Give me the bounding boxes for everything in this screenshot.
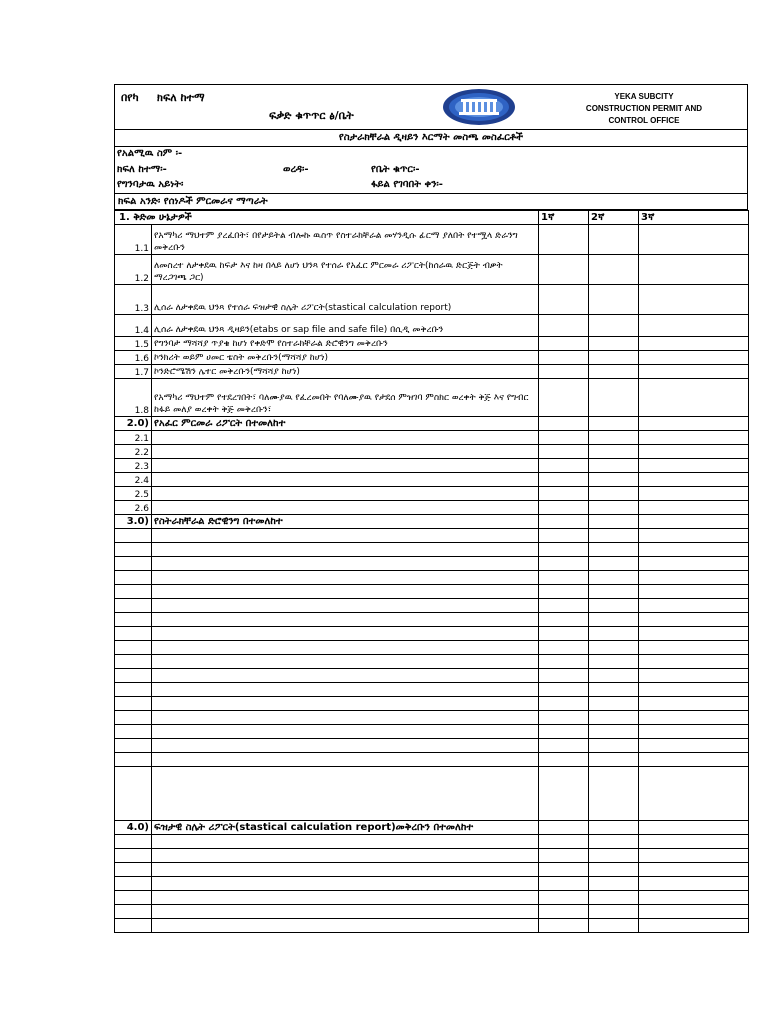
blank-cell[interactable]	[539, 683, 589, 697]
blank-row	[115, 849, 749, 863]
blank-cell[interactable]	[115, 571, 152, 585]
blank-cell[interactable]	[589, 849, 639, 863]
blank-cell[interactable]	[115, 891, 152, 905]
item-text[interactable]	[152, 753, 539, 767]
check-cell-2[interactable]	[589, 379, 639, 417]
blank-row	[115, 613, 749, 627]
column-2-header: 2ኛ	[589, 211, 639, 225]
blank-cell[interactable]	[115, 905, 152, 919]
checklist-row	[115, 315, 749, 337]
item-number: 1.7	[115, 365, 152, 379]
blank-cell[interactable]	[639, 543, 749, 557]
section-3-label: የስትራክቸራል ድሮዊንግ በተመለከተ	[152, 515, 539, 529]
blank-row	[115, 683, 749, 697]
blank-cell[interactable]	[539, 557, 589, 571]
blank-cell[interactable]	[539, 697, 589, 711]
item-text[interactable]	[152, 849, 539, 863]
blank-cell[interactable]	[639, 891, 749, 905]
item-text[interactable]	[152, 641, 539, 655]
item-text[interactable]	[152, 487, 539, 501]
blank-cell[interactable]	[539, 669, 589, 683]
item-text[interactable]	[152, 529, 539, 543]
checklist-table	[114, 210, 749, 933]
blank-cell[interactable]	[589, 739, 639, 753]
section-4-label: ፍዝታዊ ስሌት ሪፖርት(stastical calculation report)መቅረቡን በተመለከተ	[152, 821, 539, 835]
blank-cell[interactable]	[539, 877, 589, 891]
blank-cell[interactable]	[589, 877, 639, 891]
item-text[interactable]	[152, 599, 539, 613]
section-3-number: 3.0)	[115, 515, 152, 529]
blank-cell[interactable]	[539, 613, 589, 627]
blank-cell[interactable]	[639, 613, 749, 627]
blank-cell[interactable]	[115, 529, 152, 543]
header-dept: ክፍለ ከተማ	[157, 91, 205, 104]
column-3-header: 3ኛ	[639, 211, 749, 225]
item-text: ኮንድሮሜሽን ሌተር መቅረቡን(ማሻሻያ ከሆነ)	[152, 365, 539, 379]
blank-cell[interactable]	[589, 683, 639, 697]
form-sheet	[114, 84, 748, 933]
blank-cell[interactable]	[639, 849, 749, 863]
blank-cell[interactable]	[639, 877, 749, 891]
blank-cell[interactable]	[639, 627, 749, 641]
section-4-blank-rows	[115, 835, 749, 933]
column-1-header: 1ኛ	[539, 211, 589, 225]
item-number: 1.3	[115, 285, 152, 315]
check-cell-3[interactable]	[639, 337, 749, 351]
item-text[interactable]	[152, 739, 539, 753]
blank-cell[interactable]	[115, 557, 152, 571]
checklist-row	[115, 473, 749, 487]
blank-cell[interactable]	[539, 725, 589, 739]
blank-cell[interactable]	[589, 891, 639, 905]
blank-cell[interactable]	[639, 669, 749, 683]
checklist-row	[115, 431, 749, 445]
checklist-row	[115, 225, 749, 255]
blank-cell[interactable]	[639, 753, 749, 767]
woreda-label: ወረዳ፡-	[283, 164, 309, 175]
item-text[interactable]	[152, 711, 539, 725]
checklist-row	[115, 255, 749, 285]
blank-cell[interactable]	[589, 835, 639, 849]
section-4-header	[115, 821, 749, 835]
blank-cell[interactable]	[589, 669, 639, 683]
item-number: 2.2	[115, 445, 152, 459]
part-one-heading: ክፍል አንድ፡ የሰነዶች ምርመራና ማጣራት	[114, 193, 748, 210]
blank-cell[interactable]	[115, 641, 152, 655]
blank-row	[115, 891, 749, 905]
item-text[interactable]	[152, 877, 539, 891]
blank-row	[115, 753, 749, 767]
blank-row	[115, 835, 749, 849]
blank-cell[interactable]	[539, 919, 589, 933]
blank-cell[interactable]	[589, 543, 639, 557]
blank-cell[interactable]	[539, 767, 589, 821]
item-text[interactable]	[152, 571, 539, 585]
blank-cell[interactable]	[539, 585, 589, 599]
section-4-number: 4.0)	[115, 821, 152, 835]
applicant-info	[114, 147, 748, 193]
blank-cell[interactable]	[539, 571, 589, 585]
blank-row	[115, 599, 749, 613]
building-type-label: የግንባታዉ አይነት፡	[117, 179, 184, 190]
blank-cell[interactable]	[589, 753, 639, 767]
blank-row	[115, 627, 749, 641]
blank-cell[interactable]	[115, 877, 152, 891]
item-text[interactable]	[152, 905, 539, 919]
blank-cell[interactable]	[639, 571, 749, 585]
item-text[interactable]	[152, 767, 539, 821]
blank-cell[interactable]	[115, 863, 152, 877]
blank-cell[interactable]	[639, 725, 749, 739]
blank-cell[interactable]	[589, 557, 639, 571]
blank-cell[interactable]	[539, 835, 589, 849]
check-cell-1[interactable]	[539, 337, 589, 351]
blank-cell[interactable]	[115, 725, 152, 739]
item-text: የአማካሪ ማህተም የተደረገበት፣ ባለሙያዉ የፈረመበት የባለሙያዉ የታደሰ ምዝገባ ምስክር ወረቀት ቅጅ እና የግብር ከፋይ መለያ ወረቀት ቅጅ መቅረቡን፣	[152, 379, 539, 417]
header-office-en	[539, 91, 749, 127]
file-date-label: ፋይል የገባበት ቀን፡-	[371, 179, 443, 190]
office-logo	[429, 87, 537, 127]
section-1-header	[115, 211, 749, 225]
item-text[interactable]	[152, 431, 539, 445]
blank-cell[interactable]	[639, 557, 749, 571]
item-text: ኮንክሪት ወይም ሀመር ቴስት መቅረቡን(ማሻሻያ ከሆነ)	[152, 351, 539, 365]
office-en-line: YEKA SUBCITY	[614, 92, 674, 101]
item-number: 2.4	[115, 473, 152, 487]
check-cell-2[interactable]	[589, 255, 639, 285]
blank-cell[interactable]	[539, 543, 589, 557]
check-cell-2[interactable]	[589, 337, 639, 351]
blank-row	[115, 905, 749, 919]
blank-cell[interactable]	[539, 711, 589, 725]
blank-cell[interactable]	[639, 739, 749, 753]
header-office-title: ፍቃድ ቁጥጥር ፅ/ቤት	[269, 109, 354, 122]
blank-cell[interactable]	[589, 711, 639, 725]
blank-row	[115, 571, 749, 585]
blank-cell[interactable]	[639, 711, 749, 725]
blank-cell[interactable]	[589, 571, 639, 585]
item-text[interactable]	[152, 473, 539, 487]
blank-cell[interactable]	[115, 599, 152, 613]
house-number-label: የቤት ቁጥር፡-	[371, 164, 420, 175]
blank-row	[115, 557, 749, 571]
item-text: ሊሰራ ለታቀደዉ ህንጻ ዲዛይን(etabs or sap file and safe file) በሲዲ መቅረቡን	[152, 315, 539, 337]
item-number: 1.5	[115, 337, 152, 351]
item-text[interactable]	[152, 459, 539, 473]
blank-cell[interactable]	[115, 627, 152, 641]
blank-row	[115, 725, 749, 739]
blank-cell[interactable]	[639, 767, 749, 821]
blank-row	[115, 529, 749, 543]
check-cell-2[interactable]	[589, 315, 639, 337]
blank-cell[interactable]	[639, 599, 749, 613]
check-cell-1[interactable]	[539, 225, 589, 255]
item-number: 2.3	[115, 459, 152, 473]
item-text[interactable]	[152, 543, 539, 557]
applicant-name-label: የአልሚዉ ስም ፡-	[117, 148, 183, 159]
office-en-line: CONTROL OFFICE	[608, 116, 680, 125]
blank-row	[115, 767, 749, 821]
item-text[interactable]	[152, 697, 539, 711]
checklist-row	[115, 459, 749, 473]
blank-cell[interactable]	[115, 711, 152, 725]
blank-cell[interactable]	[115, 767, 152, 821]
checklist-row	[115, 487, 749, 501]
item-text[interactable]	[152, 725, 539, 739]
item-text[interactable]	[152, 835, 539, 849]
blank-cell[interactable]	[115, 739, 152, 753]
item-text[interactable]	[152, 627, 539, 641]
item-text[interactable]	[152, 585, 539, 599]
check-cell-3[interactable]	[639, 379, 749, 417]
blank-row	[115, 697, 749, 711]
check-cell-2[interactable]	[589, 365, 639, 379]
blank-cell[interactable]	[115, 835, 152, 849]
check-cell-1[interactable]	[539, 365, 589, 379]
blank-cell[interactable]	[115, 613, 152, 627]
office-en-line: CONSTRUCTION PERMIT AND	[585, 104, 703, 113]
item-number: 1.1	[115, 225, 152, 255]
blank-cell[interactable]	[589, 641, 639, 655]
blank-row	[115, 641, 749, 655]
blank-cell[interactable]	[589, 655, 639, 669]
blank-row	[115, 585, 749, 599]
checklist-row	[115, 337, 749, 351]
blank-cell[interactable]	[539, 863, 589, 877]
item-number: 1.2	[115, 255, 152, 285]
blank-cell[interactable]	[539, 739, 589, 753]
blank-row	[115, 863, 749, 877]
blank-cell[interactable]	[115, 683, 152, 697]
check-cell-1[interactable]	[539, 315, 589, 337]
blank-cell[interactable]	[115, 669, 152, 683]
checklist-row	[115, 445, 749, 459]
check-cell-3[interactable]	[639, 225, 749, 255]
check-cell-3[interactable]	[639, 315, 749, 337]
check-cell-3[interactable]	[639, 365, 749, 379]
item-text[interactable]	[152, 557, 539, 571]
checklist-row	[115, 351, 749, 365]
blank-cell[interactable]	[539, 905, 589, 919]
blank-cell[interactable]	[639, 585, 749, 599]
blank-cell[interactable]	[589, 919, 639, 933]
item-text: ሊሰራ ለታቀደዉ ህንጻ የተሰራ ፍዝታዊ ስሌት ሪፖርት(stastical calculation report)	[152, 285, 539, 315]
item-text[interactable]	[152, 683, 539, 697]
section-3-blank-rows	[115, 529, 749, 821]
blank-cell[interactable]	[639, 697, 749, 711]
form-header	[114, 84, 748, 130]
blank-cell[interactable]	[639, 863, 749, 877]
item-number: 1.6	[115, 351, 152, 365]
blank-cell[interactable]	[639, 905, 749, 919]
section-2-number: 2.0)	[115, 417, 152, 431]
blank-cell[interactable]	[589, 529, 639, 543]
check-cell-3[interactable]	[639, 351, 749, 365]
blank-cell[interactable]	[639, 835, 749, 849]
blank-cell[interactable]	[589, 767, 639, 821]
item-number: 1.4	[115, 315, 152, 337]
blank-cell[interactable]	[539, 641, 589, 655]
check-cell-1[interactable]	[539, 379, 589, 417]
check-cell-2[interactable]	[589, 225, 639, 255]
blank-cell[interactable]	[115, 655, 152, 669]
blank-cell[interactable]	[589, 863, 639, 877]
item-text: የግንባታ ማሻሻያ ጥያቄ ከሆነ የቀድሞ የስተራክቸራል ድሮዊንግ መቅረቡን	[152, 337, 539, 351]
item-text[interactable]	[152, 501, 539, 515]
blank-cell[interactable]	[639, 641, 749, 655]
blank-cell[interactable]	[589, 697, 639, 711]
blank-cell[interactable]	[539, 529, 589, 543]
check-cell-1[interactable]	[539, 255, 589, 285]
check-cell-2[interactable]	[589, 285, 639, 315]
blank-row	[115, 739, 749, 753]
blank-cell[interactable]	[639, 683, 749, 697]
section-3-header	[115, 515, 749, 529]
blank-cell[interactable]	[539, 753, 589, 767]
blank-cell[interactable]	[539, 627, 589, 641]
blank-cell[interactable]	[639, 655, 749, 669]
blank-row	[115, 669, 749, 683]
item-text[interactable]	[152, 445, 539, 459]
item-number: 2.6	[115, 501, 152, 515]
blank-cell[interactable]	[115, 543, 152, 557]
blank-row	[115, 919, 749, 933]
document-title: የስታራክቸራል ዲዛይን እርማት መስጫ መስፈርቶች	[114, 130, 748, 147]
blank-cell[interactable]	[539, 655, 589, 669]
item-number: 1.8	[115, 379, 152, 417]
blank-cell[interactable]	[115, 585, 152, 599]
check-cell-3[interactable]	[639, 255, 749, 285]
check-cell-1[interactable]	[539, 285, 589, 315]
blank-cell[interactable]	[589, 599, 639, 613]
item-number: 2.5	[115, 487, 152, 501]
item-text[interactable]	[152, 863, 539, 877]
blank-row	[115, 543, 749, 557]
check-cell-3[interactable]	[639, 285, 749, 315]
blank-row	[115, 655, 749, 669]
item-text[interactable]	[152, 891, 539, 905]
blank-cell[interactable]	[589, 613, 639, 627]
item-text[interactable]	[152, 669, 539, 683]
checklist-row	[115, 285, 749, 315]
item-text: ለመስረተ ለታቀደዉ ከፍታ እና ከዛ በላይ ለሆነ ህንጻ የተሰራ የአፈር ምርመራ ሪፖርት(ከሰራዉ ድርጅት ብቃት ማረጋገጫ ጋር)	[152, 255, 539, 285]
checklist-row	[115, 365, 749, 379]
section-2-header	[115, 417, 749, 431]
blank-cell[interactable]	[539, 849, 589, 863]
subcity-label: ክፍለ ከተማ፡-	[117, 164, 167, 175]
blank-cell[interactable]	[589, 627, 639, 641]
blank-cell[interactable]	[539, 891, 589, 905]
item-text[interactable]	[152, 655, 539, 669]
blank-row	[115, 711, 749, 725]
item-text[interactable]	[152, 613, 539, 627]
blank-cell[interactable]	[115, 849, 152, 863]
checklist-row	[115, 379, 749, 417]
header-city: በየካ	[121, 91, 139, 104]
blank-cell[interactable]	[115, 697, 152, 711]
check-cell-1[interactable]	[539, 351, 589, 365]
blank-cell[interactable]	[589, 725, 639, 739]
blank-cell[interactable]	[589, 905, 639, 919]
checklist-row	[115, 501, 749, 515]
section-2-label: የአፈር ምርመራ ሪፖርት በተመለከተ	[152, 417, 539, 431]
check-cell-2[interactable]	[589, 351, 639, 365]
blank-cell[interactable]	[115, 919, 152, 933]
blank-cell[interactable]	[589, 585, 639, 599]
section-1-label: 1. ቅድመ ሁኔታዎች	[115, 211, 539, 225]
blank-cell[interactable]	[639, 529, 749, 543]
blank-row	[115, 877, 749, 891]
item-number: 2.1	[115, 431, 152, 445]
blank-cell[interactable]	[115, 753, 152, 767]
blank-cell[interactable]	[539, 599, 589, 613]
item-text: የአማካሪ ማህተም ያረፈበት፣ በየታይትል ብሎኩ ዉስጥ የስተራክቸራል መሃንዲሱ ፊርማ ያለበት የተሟላ ድራንግ መቅረቡን	[152, 225, 539, 255]
blank-cell[interactable]	[639, 919, 749, 933]
item-text[interactable]	[152, 919, 539, 933]
